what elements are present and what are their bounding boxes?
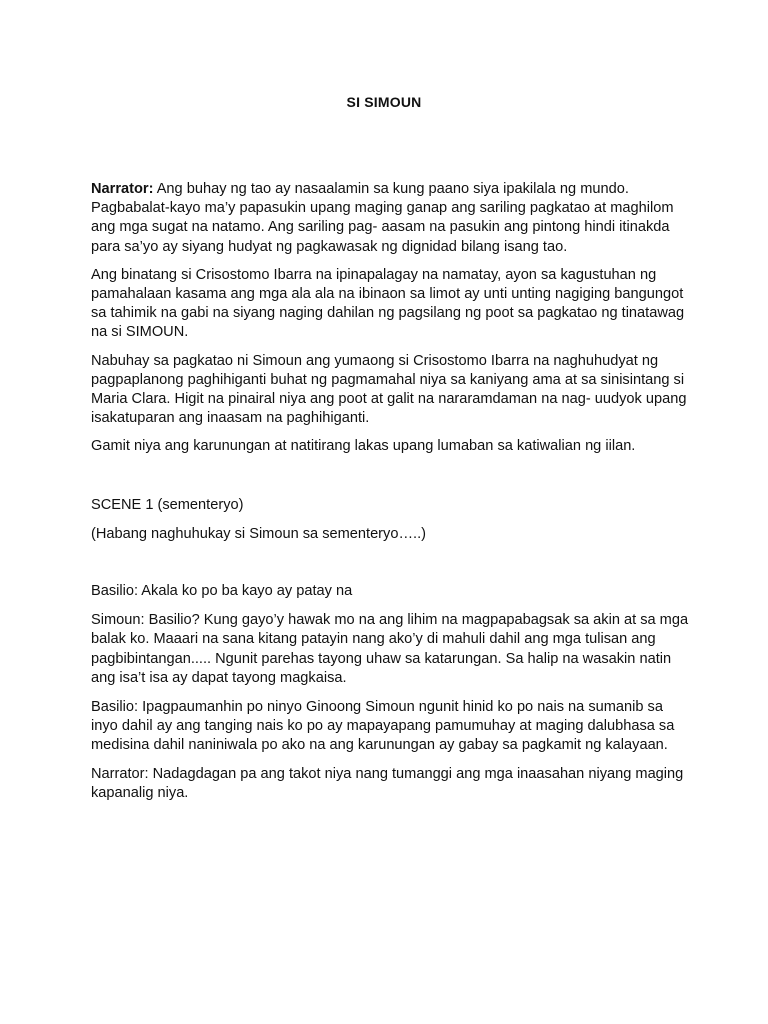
intro-text: Ang buhay ng tao ay nasaalamin sa kung paano siya ipakilala ng mundo. Pagbabalat-kayo ma’y papasukin upang maging ganap ang sariling pagkatao at maghilom ang mga sugat na natamo. Ang sariling pag- aasam na pasukin ang pintong hindi itinakda para sa’yo ay siyang hudyat ng pagkawasak ng dignidad bilang isang tao. [91,181,674,255]
dialogue-line-narrator: Narrator: Nadagdagan pa ang takot niya nang tumanggi ang mga inaasahan niyang maging kapanalig niya. [91,765,684,801]
paragraph-simoun: Nabuhay sa pagkatao ni Simoun ang yumaong si Crisostomo Ibarra na naghuhudyat ng pagpaplanong paghihiganti buhat ng pagmamahal niya sa kaniyang ama at sa sinisintang si Maria Clara. Higit na pinairal niya ang poot at galit na nararamdaman na nag- uudyok upang isakatuparan ang inaasam na paghihiganti. [91,352,687,427]
stage-direction: (Habang naghuhukay si Simoun sa sementeryo…..) [91,525,427,542]
dialogue-line-simoun: Simoun: Basilio? Kung gayo’y hawak mo na ang lihim na magpapabagsak sa akin at sa mga balak ko. Maaari na sana kitang patayin nang ako’y di mahuli dahil ang mga tulisan ang pagbibintangan..... Ngunit parehas tayong uhaw sa katarungan. Sa halip na wasakin natin ang isa’t isa ay dapat tayong magkaisa. [91,612,689,686]
paragraph-ibarra: Ang binatang si Crisostomo Ibarra na ipinapalagay na namatay, ayon sa kagustuhan ng pamahalaan kasama ang mga ala ala na ibinaon sa limot ay unti unting nagiging bangungot sa tahimik na gabi na siyang naging dahilan ng pagsilang ng poot sa pagkatao ng tinatawag na si SIMOUN. [91,266,685,341]
scene-heading: SCENE 1 (sementeryo) [91,496,244,513]
document-title: SI SIMOUN [346,94,422,110]
dialogue-line-basilio-1: Basilio: Akala ko po ba kayo ay patay na [91,583,353,600]
narrator-speaker-label: Narrator: [91,181,154,197]
paragraph-karunungan: Gamit niya ang karunungan at natitirang lakas upang lumaban sa katiwalian ng iilan. [91,438,636,455]
document-body [91,180,691,803]
dialogue-line-basilio-2: Basilio: Ipagpaumanhin po ninyo Ginoong Simoun ngunit hinid ko po nais na sumanib sa inyo dahil ay ang tanging nais ko po ay mapayapang pamumuhay at maging dalubhasa sa medisina dahil naniniwala po ako na ang karunungan ay gabay sa pagkamit ng kalayaan. [91,699,675,754]
intro-paragraph [91,180,691,257]
